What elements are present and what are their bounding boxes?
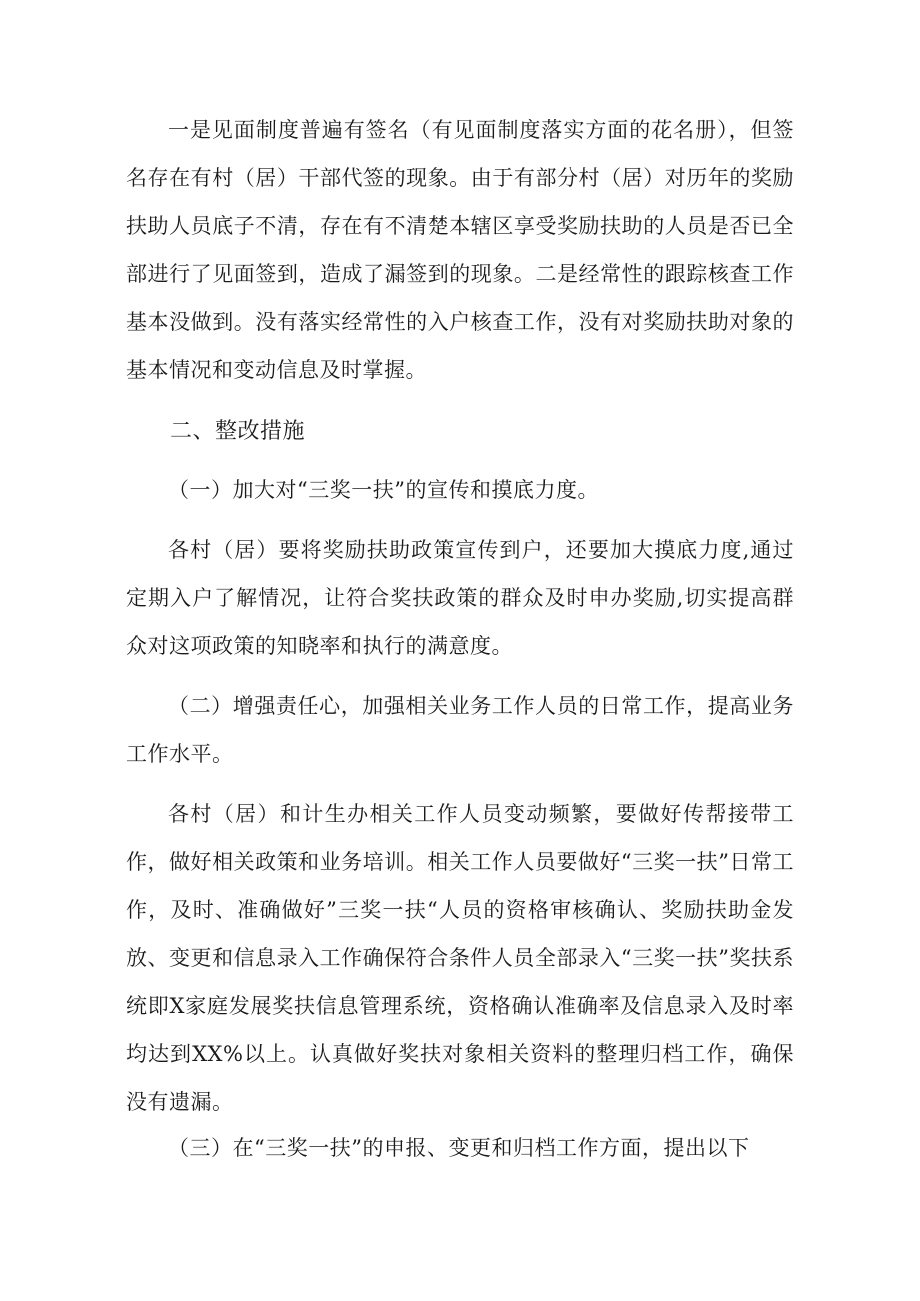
paragraph-problems: 一是见面制度普遍有签名（有见面制度落实方面的花名册），但签名存在有村（居）干部代签的现象。由于有部分村（居）对历年的奖励扶助人员底子不清，存在有不清楚本辖区享受奖励扶助的人员是否已全部进行了见面签到，造成了漏签到的现象。二是经常性的跟踪核查工作基本没做到。没有落实经常性的入户核查工作，没有对奖励扶助对象的基本情况和变动信息及时掌握。 — [126, 118, 794, 382]
subheading-responsibility: （二）增强责任心，加强相关业务工作人员的日常工作，提高业务工作水平。 — [126, 694, 794, 766]
paragraph-responsibility: 各村（居）和计生办相关工作人员变动频繁，要做好传帮接带工作，做好相关政策和业务培训。相关工作人员要做好“三奖一扶”日常工作，及时、准确做好”三奖一扶“人员的资格审核确认、奖励扶助金发放、变更和信息录入工作确保符合条件人员全部录入“三奖一扶”奖扶系统即X家庭发展奖扶信息管理系统，资格确认准确率及信息录入及时率均达到XX%以上。认真做好奖扶对象相关资料的整理归档工作，确保没有遗漏。 — [126, 802, 794, 1114]
paragraph-publicity: 各村（居）要将奖励扶助政策宣传到户，还要加大摸底力度,通过定期入户了解情况，让符合奖扶政策的群众及时申办奖励,切实提高群众对这项政策的知晓率和执行的满意度。 — [126, 538, 794, 658]
subheading-publicity: （一）加大对“三奖一扶”的宣传和摸底力度。 — [168, 478, 599, 502]
section-heading-rectification: 二、整改措施 — [170, 419, 306, 444]
subheading-declaration: （三）在“三奖一扶”的申报、变更和归档工作方面，提出以下 — [168, 1136, 750, 1160]
